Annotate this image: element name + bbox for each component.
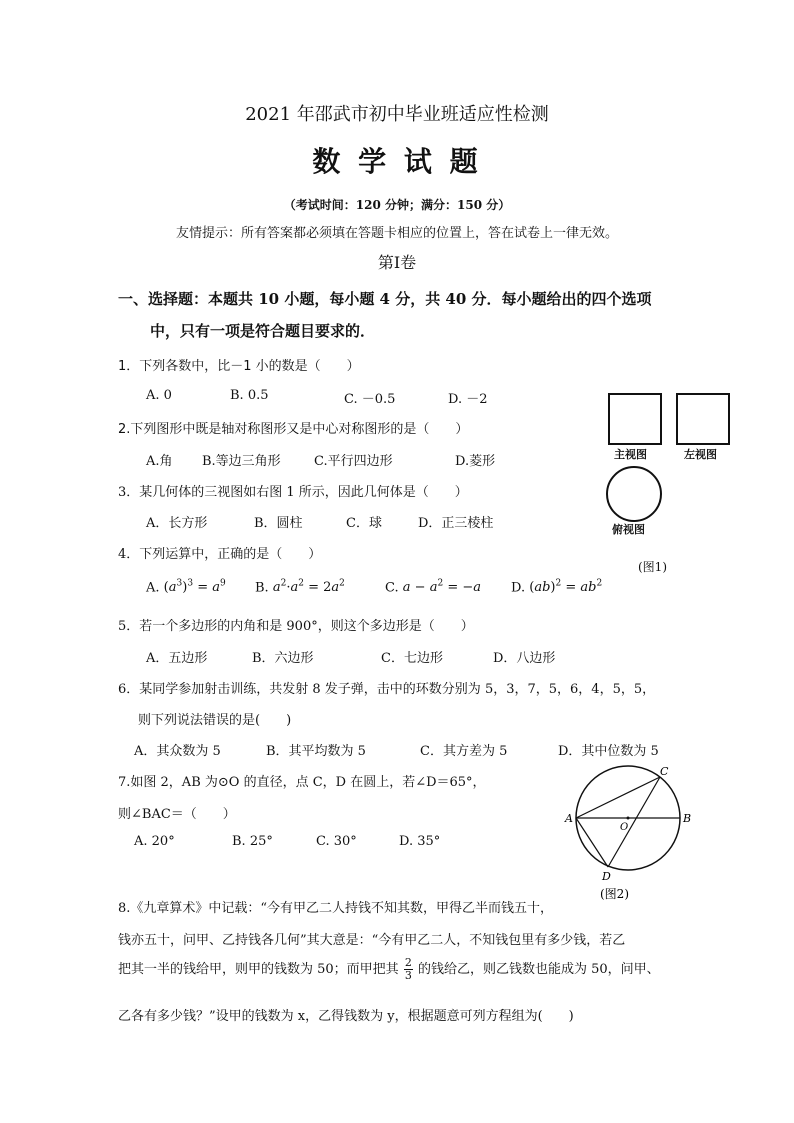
q4-option-c-expr: $a - a^2 = -a$ (402, 579, 482, 596)
q8-line4: 乙各有多少钱？”设甲的钱数为 x，乙得钱数为 y，根据题意可列方程组为( ) (118, 1009, 574, 1024)
q5-option-d: D．八边形 (493, 651, 556, 666)
q7-option-c: C. 30° (316, 834, 357, 849)
notice: 友情提示：所有答案都必须填在答题卡相应的位置上，答在试卷上一律无效。 (175, 226, 618, 241)
q6-option-a: A．其众数为 5 (134, 744, 221, 759)
q3-option-d: D．正三棱柱 (418, 516, 494, 531)
q7-stem-cont: 则∠BAC＝（ ） (118, 807, 236, 822)
q2-option-d: D.菱形 (455, 454, 496, 469)
exam-title: 2021 年邵武市初中毕业班适应性检测 (245, 104, 549, 125)
figure-1 (600, 388, 740, 578)
figure-2-caption: (图2) (600, 887, 629, 901)
q6-option-b: B．其平均数为 5 (266, 744, 366, 759)
q1-option-d: D. －2 (448, 392, 488, 407)
q4-option-d-label: D. (511, 580, 526, 596)
q6-option-d: D．其中位数为 5 (558, 744, 659, 759)
q5-stem: 5．若一个多边形的内角和是 900°，则这个多边形是（ ） (118, 619, 474, 634)
q2-stem: 2.下列图形中既是轴对称图形又是中心对称图形的是（ ） (118, 422, 469, 437)
q1-option-a: A. 0 (146, 388, 172, 403)
q8-line3-end: 的钱给乙，则乙钱数也能成为 50，问甲、 (417, 962, 660, 977)
left-view-label: 左视图 (684, 448, 717, 461)
figure-2 (560, 765, 700, 905)
q3-option-c: C．球 (346, 516, 382, 531)
q7-option-a: A. 20° (134, 834, 175, 849)
q4-option-d-expr: $(ab)^2 = ab^2$ (529, 579, 603, 596)
volume-title: 第Ⅰ卷 (377, 253, 417, 272)
q4-option-b (255, 579, 345, 595)
q8-line3-start: 把其一半的钱给甲，则甲的钱数为 50；而甲把其 (118, 962, 399, 977)
q4-option-c (385, 579, 481, 595)
figure-1-caption: (图1) (638, 560, 667, 574)
top-view-circle (606, 466, 662, 522)
q4-option-a (146, 579, 226, 595)
q5-option-c: C．七边形 (381, 651, 443, 666)
label-o: O (620, 822, 629, 833)
q4-option-a-expr: $(a^3)^3 = a^9$ (163, 579, 226, 596)
q4-option-b-label: B. (255, 580, 269, 596)
center-point (627, 817, 630, 820)
chord-cd (608, 777, 660, 867)
section1-heading-cont: 中，只有一项是符合题目要求的． (150, 322, 376, 340)
q8-fraction-numerator: 2 (404, 956, 412, 969)
q1-stem: 1．下列各数中，比－1 小的数是（ ） (118, 359, 360, 374)
chord-ad (576, 818, 608, 867)
q4-stem: 4．下列运算中，正确的是（ ） (118, 547, 322, 562)
q7-option-d: D. 35° (399, 834, 441, 849)
label-c: C (660, 765, 669, 778)
q1-option-b: B. 0.5 (230, 388, 269, 403)
q1-option-c: C. －0.5 (344, 392, 396, 407)
q3-stem: 3．某几何体的三视图如右图 1 所示，因此几何体是（ ） (118, 485, 468, 500)
q3-option-b: B．圆柱 (254, 516, 303, 531)
exam-info: （考试时间：120 分钟；满分：150 分） (283, 198, 511, 212)
q2-option-a: A.角 (146, 454, 173, 469)
q2-option-b: B.等边三角形 (202, 454, 281, 469)
q5-option-b: B．六边形 (252, 651, 314, 666)
q8-line1: 8.《九章算术》中记载：“今有甲乙二人持钱不知其数，甲得乙半而钱五十， (118, 901, 554, 916)
q7-option-b: B. 25° (232, 834, 273, 849)
label-d: D (602, 870, 611, 883)
section1-heading: 一、选择题：本题共 10 小题，每小题 4 分，共 40 分．每小题给出的四个选项 (118, 290, 652, 308)
q8-line2: 钱亦五十，问甲、乙持钱各几何”其大意是：“今有甲乙二人，不知钱包里有多少钱，若乙 (118, 933, 626, 948)
front-view-square (608, 393, 662, 445)
q5-option-a: A．五边形 (146, 651, 208, 666)
q6-option-c: C．其方差为 5 (420, 744, 508, 759)
q4-option-d (511, 579, 602, 595)
q6-stem: 6．某同学参加射击训练，共发射 8 发子弹，击中的环数分别为 5，3，7，5，6，4，5，5， (118, 682, 656, 697)
label-b: B (683, 812, 692, 825)
q6-stem-cont: 则下列说法错误的是( ) (138, 713, 292, 728)
left-view-square (676, 393, 730, 445)
q2-option-c: C.平行四边形 (314, 454, 393, 469)
front-view-label: 主视图 (614, 448, 647, 461)
label-a: A (565, 812, 573, 825)
q4-option-a-label: A. (146, 580, 160, 596)
q8-line3 (118, 957, 660, 982)
q4-option-b-expr: $a^2\cdot a^2 = 2a^2$ (272, 579, 345, 596)
top-view-label: 俯视图 (612, 523, 645, 536)
q4-option-c-label: C. (385, 580, 399, 596)
q7-stem: 7.如图 2，AB 为⊙O 的直径，点 C，D 在圆上，若∠D＝65°， (118, 775, 486, 790)
q8-fraction (404, 957, 413, 982)
q3-option-a: A．长方形 (146, 516, 208, 531)
q8-fraction-denominator: 3 (404, 969, 412, 982)
subject-title: 数 学 试 题 (312, 145, 482, 178)
